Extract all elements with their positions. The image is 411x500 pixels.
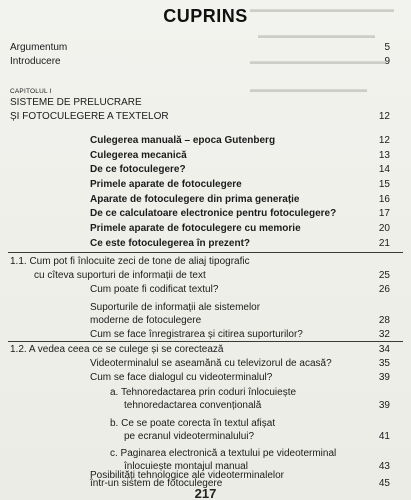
toc-page-number: 16 xyxy=(378,194,390,205)
bleed-through-text: ▬▬▬▬▬▬▬▬▬▬▬▬▬▬▬ xyxy=(250,56,385,66)
page-number: 217 xyxy=(194,486,217,500)
toc-entry: Cum se face înregistrarea și citirea suporturilor? xyxy=(90,329,303,340)
toc-entry-line-1: Posibilități tehnologice ale videoterminalelor xyxy=(90,470,284,481)
toc-entry: Culegerea manuală – epoca Gutenberg xyxy=(90,135,276,146)
toc-entry: De ce fotoculegere? xyxy=(90,164,186,175)
toc-entry-argumentum: Argumentum xyxy=(10,42,68,53)
toc-page-number: 15 xyxy=(378,179,390,190)
toc-subentry-c-line-1: c. Paginarea electronică a textului pe videoterminal xyxy=(110,448,337,459)
toc-entry-line-1: Suporturile de informații ale sistemelor xyxy=(90,302,261,313)
toc-subentry-a-line-2: tehnoredactarea convențională xyxy=(124,400,262,411)
chapter-title-line-1: SISTEME DE PRELUCRARE xyxy=(10,97,142,108)
toc-page-number: 39 xyxy=(378,372,390,383)
toc-entry-introducere: Introducere xyxy=(10,56,61,67)
toc-page-number: 21 xyxy=(378,238,390,249)
toc-entry: Primele aparate de fotoculegere cu memorie xyxy=(90,223,301,234)
bleed-through-text: ▬▬▬▬▬▬▬▬▬▬▬▬▬ xyxy=(250,84,367,94)
toc-page-number: 12 xyxy=(378,111,390,122)
toc-subentry-b-line-1: b. Ce se poate corecta în textul afișat xyxy=(110,418,276,429)
section-1-1-title-line-2: cu cîteva suporturi de informații de text xyxy=(34,270,206,281)
toc-entry: Videoterminalul se aseamănă cu televizorul de acasă? xyxy=(90,358,332,369)
toc-page-number: 32 xyxy=(378,329,390,340)
toc-entry: Ce este fotoculegerea în prezent? xyxy=(90,238,251,249)
toc-page-number: 14 xyxy=(378,164,390,175)
toc-subentry-a-line-1: a. Tehnoredactarea prin coduri înlocuiește xyxy=(110,387,297,398)
toc-entry: Cum se face dialogul cu videoterminalul? xyxy=(90,372,273,383)
toc-page-number: 13 xyxy=(378,150,390,161)
toc-page-number: 17 xyxy=(378,208,390,219)
page-title: CUPRINS xyxy=(163,6,248,26)
toc-page-number: 34 xyxy=(378,344,390,355)
section-1-1-title-line-1: 1.1. Cum pot fi înlocuite zeci de tone de aliaj tipografic xyxy=(10,256,250,267)
toc-page-number: 39 xyxy=(378,400,390,411)
section-1-2-title: 1.2. A vedea ceea ce se culege și se corectează xyxy=(10,344,224,355)
toc-page-number: 9 xyxy=(384,56,390,67)
toc-page-number: 45 xyxy=(378,478,390,489)
toc-entry: Cum poate fi codificat textul? xyxy=(90,284,219,295)
toc-page-number: 12 xyxy=(378,135,390,146)
toc-entry: Primele aparate de fotoculegere xyxy=(90,179,242,190)
bleed-through-text: ▬▬▬▬▬▬▬▬▬▬▬▬▬▬▬▬ xyxy=(250,4,394,14)
toc-subentry-c-line-2: înlocuiește montajul manual xyxy=(124,461,248,472)
toc-page-number: 25 xyxy=(378,270,390,281)
toc-page-number: 35 xyxy=(378,358,390,369)
toc-page-number: 43 xyxy=(378,461,390,472)
bleed-through-text: ▬▬▬▬▬▬▬▬▬▬▬▬▬ xyxy=(258,30,375,40)
toc-entry: Culegerea mecanică xyxy=(90,150,187,161)
toc-subentry-b-line-2: pe ecranul videoterminalului? xyxy=(124,431,255,442)
section-divider xyxy=(8,341,403,342)
toc-page-number: 5 xyxy=(384,42,390,53)
section-divider xyxy=(8,252,403,253)
toc-page-number: 26 xyxy=(378,284,390,295)
toc-page-number: 20 xyxy=(378,223,390,234)
toc-entry-line-2: într-un sistem de fotoculegere xyxy=(90,478,223,489)
toc-entry: Aparate de fotoculegere din prima generație xyxy=(90,194,300,205)
chapter-title-line-2: ȘI FOTOCULEGERE A TEXTELOR xyxy=(10,111,169,122)
toc-entry: De ce calculatoare electronice pentru fotoculegere? xyxy=(90,208,337,219)
toc-entry-line-2: moderne de fotoculegere xyxy=(90,315,202,326)
toc-page-number: 41 xyxy=(378,431,390,442)
toc-page-number: 28 xyxy=(378,315,390,326)
chapter-label: CAPITOLUL I xyxy=(10,88,52,95)
